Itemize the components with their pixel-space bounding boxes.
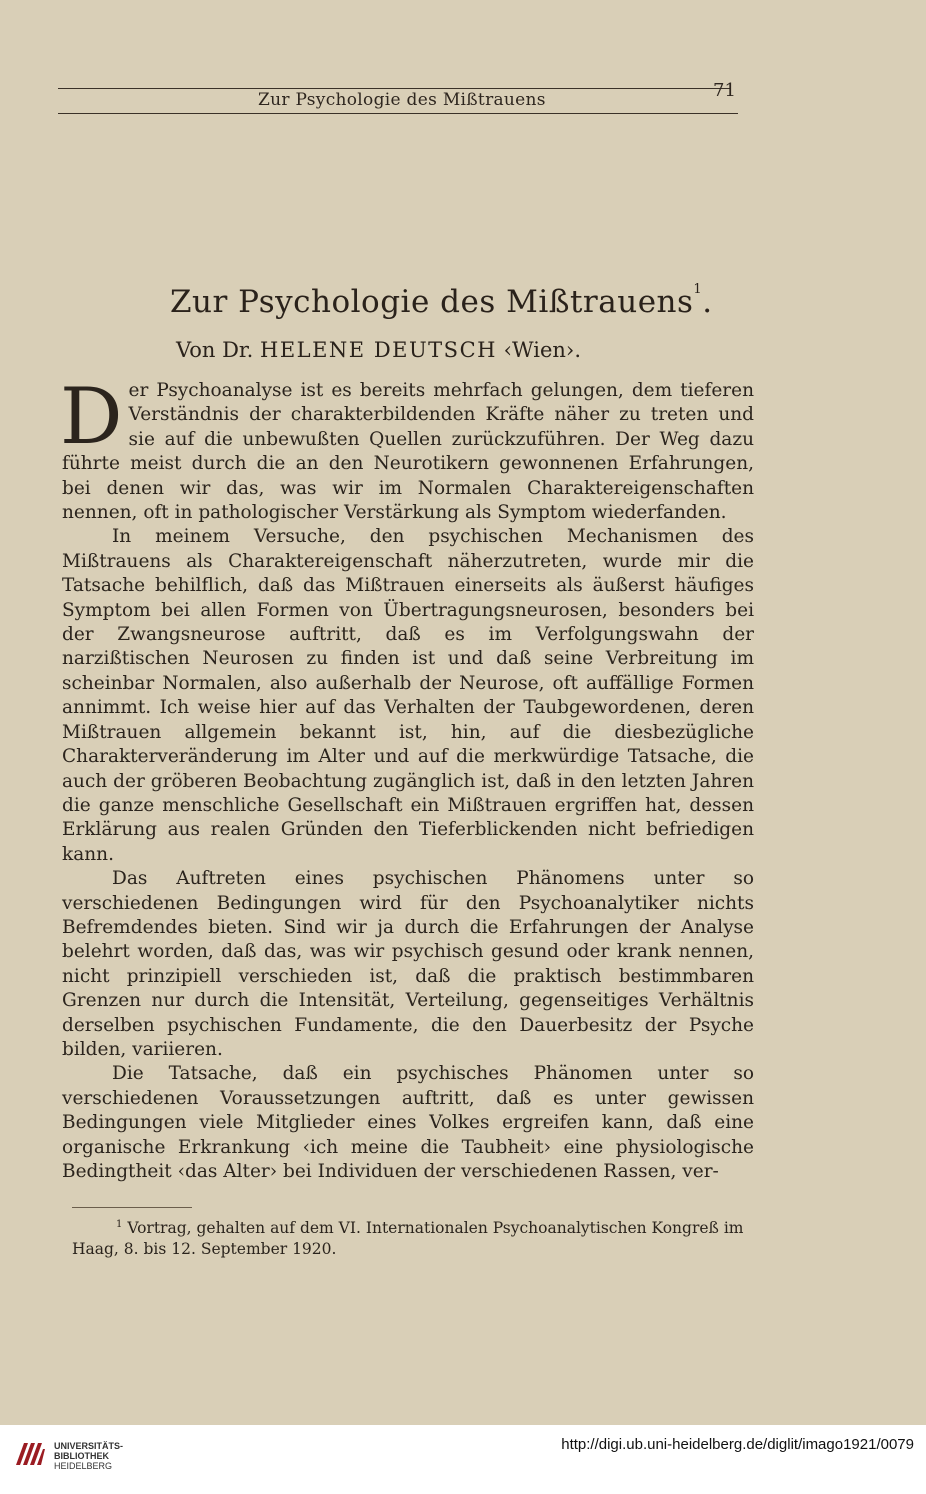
library-logo-icon (12, 1435, 50, 1473)
footnote-text: Vortrag, gehalten auf dem VI. Internationalen Psychoanalytischen Kongreß im Haag, 8. bis 12. September 1920. (72, 1219, 744, 1259)
title-footnote-mark: 1 (693, 282, 703, 297)
drop-cap: D (60, 372, 123, 462)
article-title-text: Zur Psychologie des Mißtrauens (170, 284, 694, 320)
footnote-mark: 1 (116, 1219, 123, 1230)
article-body (60, 372, 754, 1184)
running-head (58, 80, 738, 124)
running-head-rule-bottom (58, 113, 738, 114)
permalink-url[interactable]: http://digi.ub.uni-heidelberg.de/diglit/imago1921/0079 (561, 1436, 914, 1453)
page-number: 71 (713, 80, 736, 101)
library-name-line: HEIDELBERG (54, 1461, 113, 1471)
paragraph: Das Auftreten eines psychischen Phänomens unter so verschiedenen Bedingungen wird für den Psychoanalytiker nichts Befremdendes bieten. Sind wir ja durch die Erfahrungen der Analyse belehrt worden, daß das, was wir psychisch gesund oder krank nennen, nicht prinzipiell verschieden ist, daß die praktisch bestimmbaren Grenzen nur durch die Intensität, Verteilung, gegenseitiges Verhältnis derselben psychischen Fundamente, die den Dauerbesitz der Psyche bilden, variieren. (62, 868, 754, 1060)
viewer-footer (0, 1425, 926, 1494)
footnote-rule (72, 1207, 192, 1208)
library-name (54, 1441, 123, 1471)
running-head-title: Zur Psychologie des Mißtrauens (258, 90, 546, 110)
running-head-rule-top (58, 88, 730, 89)
paragraph (60, 372, 754, 525)
paragraph: Die Tatsache, daß ein psychisches Phänomen unter so verschiedenen Voraussetzungen auftritt, daß es unter gewissen Bedingungen viele Mitglieder eines Volkes ergreifen kann, daß eine organische Erkrankung ‹ich meine die Taubheit› eine physiologische Bedingtheit ‹das Alter› bei Individuen der verschiedenen Rassen, ver- (62, 1063, 754, 1182)
byline-prefix: Von Dr. (176, 338, 254, 362)
footnote (72, 1214, 752, 1260)
author-location: ‹Wien›. (503, 338, 581, 362)
library-name-line: UNIVERSITÄTS- (54, 1441, 124, 1451)
paragraph-text: er Psychoanalyse ist es bereits mehrfach gelungen, dem tieferen Verständnis der charakterbildenden Kräfte näher zu treten und sie auf die unbewußten Quellen zurückzuführen. Der Weg dazu führte meist durch die an den Neurotikern gewonnenen Erfahrungen, bei denen wir das, was wir im Normalen Charaktereigenschaften nennen, oft in pathologischer Verstärkung als Symptom wiederfanden. (62, 380, 754, 524)
title-period: . (702, 284, 713, 320)
library-name-line: BIBLIOTHEK (54, 1451, 109, 1461)
byline (176, 338, 581, 362)
paragraph: In meinem Versuche, den psychischen Mechanismen des Mißtrauens als Charaktereigenschaft näherzutreten, wurde mir die Tatsache behilflich, daß das Mißtrauen einerseits als äußerst häufiges Symptom bei allen Formen von Übertragungsneurosen, besonders bei der Zwangsneurose auftritt, daß es im Verfolgungswahn der narzißtischen Neurosen zu finden ist und daß seine Verbreitung im scheinbar Normalen, also außerhalb der Neurose, oft auffällige Formen annimmt. Ich weise hier auf das Verhalten der Taubgewordenen, deren Mißtrauen allgemein bekannt ist, hin, auf die diesbezügliche Charakterveränderung im Alter und auf die merkwürdige Tatsache, die auch der gröberen Beobachtung zugänglich ist, daß in den letzten Jahren die ganze menschliche Gesellschaft ein Mißtrauen ergriffen hat, dessen Erklärung aus realen Gründen den Tieferblickenden nicht befriedigen kann. (62, 526, 754, 865)
article-title (170, 284, 713, 320)
author-name: HELENE DEUTSCH (260, 338, 497, 362)
